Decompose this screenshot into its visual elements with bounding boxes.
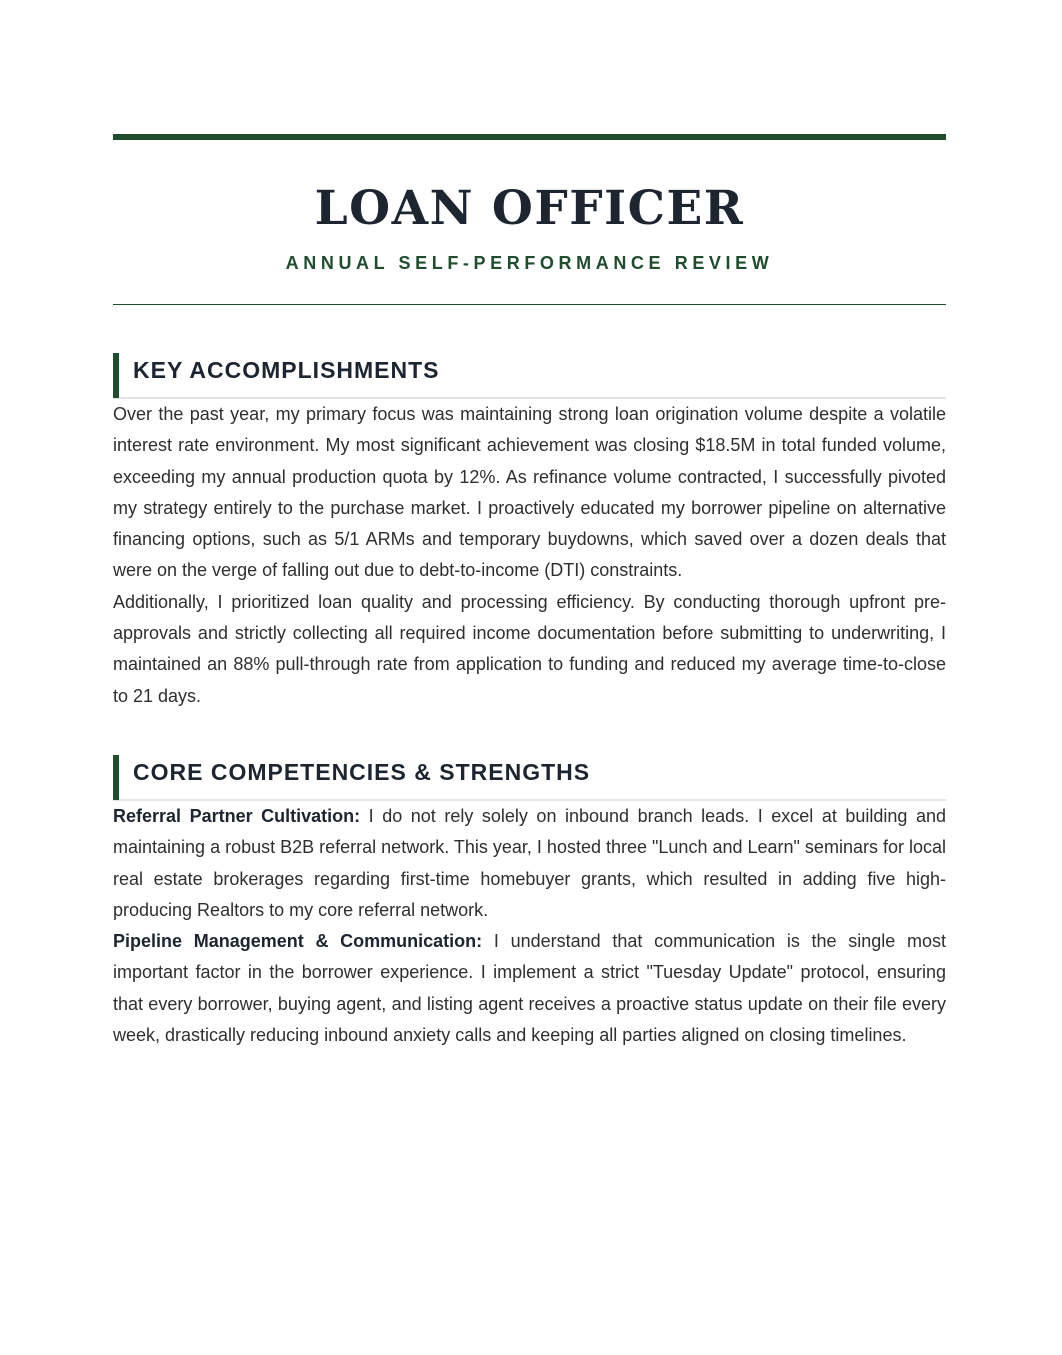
- paragraph-label: Referral Partner Cultivation:: [113, 805, 361, 826]
- paragraph: [113, 399, 946, 587]
- review-document: [113, 134, 946, 1051]
- paragraph: [113, 801, 946, 926]
- paragraph-text: I do not rely solely on inbound branch leads. I excel at building and maintaining a robust B2B referral network. This year, I hosted three "Lunch and Learn" seminars for local real estate brokerages regarding first-time homebuyer grants, which resulted in adding five high-producing Realtors to my core referral network.: [113, 805, 946, 920]
- paragraph: [113, 926, 946, 1051]
- section-title: KEY ACCOMPLISHMENTS: [133, 357, 440, 383]
- header-divider: [113, 304, 946, 305]
- section-heading-key-accomplishments: [113, 353, 946, 399]
- section-heading-core-competencies: [113, 755, 946, 801]
- paragraph-label: Pipeline Management & Communication:: [113, 931, 483, 952]
- paragraph-text: Over the past year, my primary focus was maintaining strong loan origination volume despite a volatile interest rate environment. My most significant achievement was closing $18.5M in total funded volume, exceeding my annual production quota by 12%. As refinance volume contracted, I successfully pivoted my strategy entirely to the purchase market. I proactively educated my borrower pipeline on alternative financing options, such as 5/1 ARMs and temporary buydowns, which saved over a dozen deals that were on the verge of falling out due to debt-to-income (DTI) constraints.: [113, 404, 946, 581]
- page-subtitle: ANNUAL SELF-PERFORMANCE REVIEW: [285, 253, 774, 273]
- section-accent-bar: [113, 353, 119, 398]
- section-title: CORE COMPETENCIES & STRENGTHS: [133, 758, 591, 785]
- section-accent-bar: [113, 755, 119, 800]
- paragraph-text: I understand that communication is the single most important factor in the borrower experience. I implement a strict "Tuesday Update" protocol, ensuring that every borrower, buying agent, and listing agent receives a proactive status update on their file every week, drastically reducing inbound anxiety calls and keeping all parties aligned on closing timelines.: [113, 931, 946, 1046]
- paragraph-text: Additionally, I prioritized loan quality and processing efficiency. By conducting thorough upfront pre-approvals and strictly collecting all required income documentation before submitting to underwriting, I maintained an 88% pull-through rate from application to funding and reduced my average time-to-close to 21 days.: [113, 591, 946, 706]
- page-title: LOAN OFFICER: [314, 181, 745, 236]
- top-accent-rule: [113, 134, 946, 140]
- paragraph: [113, 587, 946, 712]
